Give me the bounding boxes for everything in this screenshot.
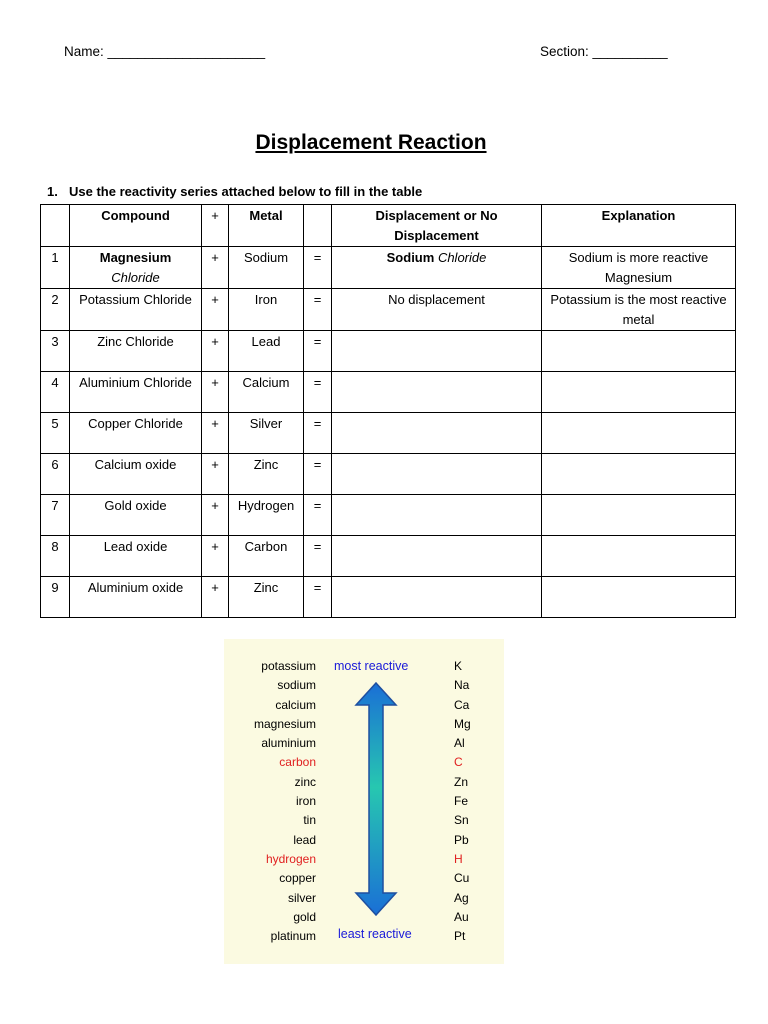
- metal-cell: Iron: [229, 289, 304, 331]
- plus-sign: +: [202, 495, 229, 536]
- metal-cell: Carbon: [229, 536, 304, 577]
- element-name: copper: [279, 871, 316, 886]
- element-name: sodium: [277, 678, 316, 693]
- element-name: carbon: [279, 755, 316, 770]
- least-reactive-label: least reactive: [338, 927, 412, 941]
- table-row: [41, 577, 736, 618]
- name-field-label[interactable]: Name: _____________________: [64, 44, 266, 59]
- reaction-table: [40, 204, 736, 618]
- equals-sign: =: [304, 331, 332, 372]
- plus-sign: +: [202, 289, 229, 331]
- element-name: hydrogen: [265, 851, 316, 866]
- result-cell[interactable]: [332, 454, 542, 495]
- row-number: 5: [41, 413, 70, 454]
- explanation-cell[interactable]: [542, 413, 736, 454]
- element-name: calcium: [275, 697, 316, 712]
- element-name: aluminium: [261, 736, 316, 751]
- equals-sign: =: [304, 413, 332, 454]
- table-row: [41, 495, 736, 536]
- explanation-cell[interactable]: [542, 331, 736, 372]
- compound-suffix: Chloride: [111, 270, 160, 285]
- equals-sign: =: [304, 372, 332, 413]
- element-name: platinum: [270, 929, 316, 944]
- header-plus: +: [202, 205, 229, 247]
- table-row: [41, 454, 736, 495]
- result-cell[interactable]: [332, 247, 542, 289]
- result-suffix: Chloride: [437, 250, 487, 265]
- element-name: magnesium: [253, 716, 316, 731]
- compound-cell: Potassium Chloride: [70, 289, 202, 331]
- row-number: 8: [41, 536, 70, 577]
- compound-cell: Aluminium Chloride: [70, 372, 202, 413]
- explanation-cell[interactable]: Sodium is more reactive Magnesium: [542, 247, 736, 289]
- compound-cell: Aluminium oxide: [70, 577, 202, 618]
- table-row: [41, 289, 736, 331]
- explanation-cell[interactable]: [542, 372, 736, 413]
- metal-cell: Zinc: [229, 454, 304, 495]
- header-result: Displacement or No Displacement: [332, 205, 542, 247]
- element-symbol: Fe: [454, 794, 469, 809]
- result-cell[interactable]: [332, 372, 542, 413]
- metal-cell: Calcium: [229, 372, 304, 413]
- compound-cell: Copper Chloride: [70, 413, 202, 454]
- element-name: potassium: [261, 659, 316, 673]
- element-symbol: Sn: [454, 813, 469, 828]
- page-title: Displacement Reaction: [255, 131, 487, 154]
- header-eq: [304, 205, 332, 247]
- plus-sign: +: [202, 247, 229, 289]
- element-name: gold: [293, 909, 316, 924]
- element-symbol: Mg: [454, 716, 471, 731]
- plus-sign: +: [202, 372, 229, 413]
- metal-cell: Sodium: [229, 247, 304, 289]
- equals-sign: =: [304, 577, 332, 618]
- explanation-cell[interactable]: Potassium is the most reactive metal: [542, 289, 736, 331]
- row-number: 2: [41, 289, 70, 331]
- element-symbol: Na: [454, 678, 470, 693]
- result-cell[interactable]: [332, 413, 542, 454]
- element-symbols-column: [454, 657, 471, 946]
- element-symbol: Au: [454, 909, 469, 924]
- table-row: [41, 372, 736, 413]
- metal-cell: Silver: [229, 413, 304, 454]
- header-metal: Metal: [229, 205, 304, 247]
- plus-sign: +: [202, 536, 229, 577]
- result-cell[interactable]: [332, 331, 542, 372]
- equals-sign: =: [304, 247, 332, 289]
- element-symbol: H: [454, 851, 463, 866]
- table-row: [41, 247, 736, 289]
- element-symbol: Cu: [454, 871, 470, 886]
- explanation-cell[interactable]: [542, 577, 736, 618]
- compound-cell: Zinc Chloride: [70, 331, 202, 372]
- plus-sign: +: [202, 454, 229, 495]
- result-cell[interactable]: [332, 495, 542, 536]
- compound-cell: [70, 247, 202, 289]
- result-cell[interactable]: [332, 536, 542, 577]
- header-explanation: Explanation: [542, 205, 736, 247]
- equals-sign: =: [304, 289, 332, 331]
- table-row: [41, 331, 736, 372]
- result-cell[interactable]: [332, 577, 542, 618]
- equals-sign: =: [304, 495, 332, 536]
- element-name: lead: [293, 832, 316, 847]
- row-number: 6: [41, 454, 70, 495]
- metal-cell: Zinc: [229, 577, 304, 618]
- row-number: 9: [41, 577, 70, 618]
- header-num: [41, 205, 70, 247]
- equals-sign: =: [304, 536, 332, 577]
- element-symbol: K: [454, 659, 463, 673]
- explanation-cell[interactable]: [542, 454, 736, 495]
- table-row: [41, 413, 736, 454]
- compound-cell: Lead oxide: [70, 536, 202, 577]
- instruction: [47, 184, 422, 199]
- element-symbol: Pb: [454, 832, 469, 847]
- instruction-number: 1.: [47, 184, 58, 199]
- element-name: tin: [303, 813, 316, 828]
- element-symbol: Pt: [454, 929, 466, 944]
- element-symbol: Zn: [454, 774, 469, 789]
- element-name: iron: [295, 794, 316, 809]
- table-header-row: [41, 205, 736, 247]
- most-reactive-label: most reactive: [334, 659, 409, 673]
- row-number: 7: [41, 495, 70, 536]
- result-main: Sodium: [386, 250, 435, 265]
- element-symbol: Ag: [454, 890, 469, 905]
- element-symbol: C: [454, 755, 463, 770]
- result-cell[interactable]: No displacement: [332, 289, 542, 331]
- element-symbol: Al: [454, 736, 465, 751]
- compound-cell: Gold oxide: [70, 495, 202, 536]
- header-compound: Compound: [70, 205, 202, 247]
- element-names-column: [254, 657, 316, 946]
- compound-main: Magnesium: [99, 250, 172, 265]
- element-symbol: Ca: [454, 697, 470, 712]
- compound-cell: Calcium oxide: [70, 454, 202, 495]
- double-arrow-icon: [352, 681, 400, 917]
- row-number: 3: [41, 331, 70, 372]
- explanation-cell[interactable]: [542, 495, 736, 536]
- plus-sign: +: [202, 577, 229, 618]
- row-number: 4: [41, 372, 70, 413]
- table-row: [41, 536, 736, 577]
- element-name: silver: [287, 890, 316, 905]
- explanation-cell[interactable]: [542, 536, 736, 577]
- section-field-label[interactable]: Section: __________: [540, 44, 668, 59]
- equals-sign: =: [304, 454, 332, 495]
- reactivity-series-panel: [224, 639, 504, 964]
- plus-sign: +: [202, 413, 229, 454]
- metal-cell: Lead: [229, 331, 304, 372]
- element-name: zinc: [294, 774, 316, 789]
- instruction-text: Use the reactivity series attached below to fill in the table: [69, 184, 423, 199]
- plus-sign: +: [202, 331, 229, 372]
- metal-cell: Hydrogen: [229, 495, 304, 536]
- row-number: 1: [41, 247, 70, 289]
